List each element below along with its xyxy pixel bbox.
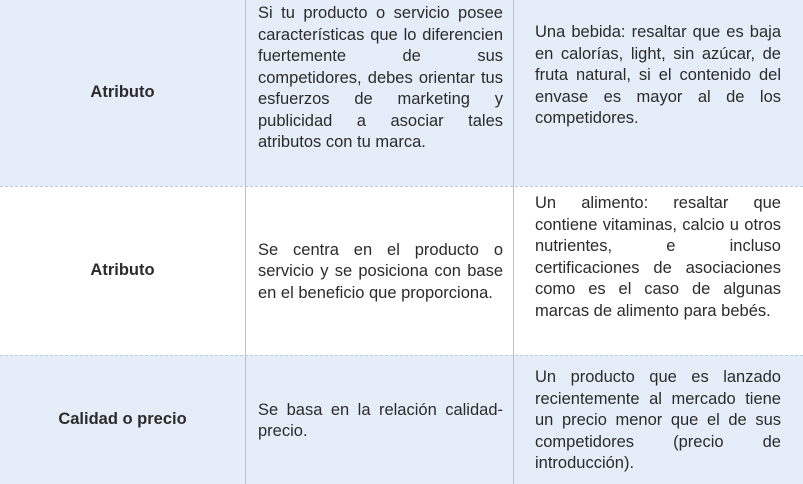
description-cell	[246, 355, 514, 484]
row-example: Una bebida: resaltar que es baja en calorías, light, sin azúcar, de fruta natural, si el contenido del envase es mayor al de los competidores.	[535, 23, 781, 127]
description-cell	[246, 0, 514, 186]
example-cell	[514, 0, 803, 186]
row-description: Se centra en el producto o servicio y se posiciona con base en el beneficio que proporciona.	[258, 240, 503, 302]
row-label-cell	[0, 186, 246, 355]
example-cell	[514, 186, 803, 355]
row-divider	[0, 186, 803, 187]
example-cell	[514, 355, 803, 484]
row-label: Calidad o precio	[58, 409, 187, 428]
row-example: Un producto que es lanzado recientemente al mercado tiene un precio menor que el de sus competidores (precio de introducción).	[535, 368, 781, 472]
row-label-cell	[0, 0, 246, 186]
row-label-cell	[0, 355, 246, 484]
row-example: Un alimento: resaltar que contiene vitaminas, calcio u otros nutrientes, e incluso certificaciones de asociaciones como es el caso de algunas marcas de alimento para bebés.	[535, 194, 781, 320]
row-description: Si tu producto o servicio posee características que lo diferencien fuertemente de sus competidores, debes orientar tus esfuerzos de marketing y publicidad a asociar tales atributos con tu marca.	[258, 4, 503, 151]
description-cell	[246, 186, 514, 355]
row-description: Se basa en la relación calidad-precio.	[258, 400, 503, 440]
row-label: Atributo	[90, 260, 155, 279]
row-label: Atributo	[90, 83, 155, 102]
row-divider	[0, 355, 803, 356]
